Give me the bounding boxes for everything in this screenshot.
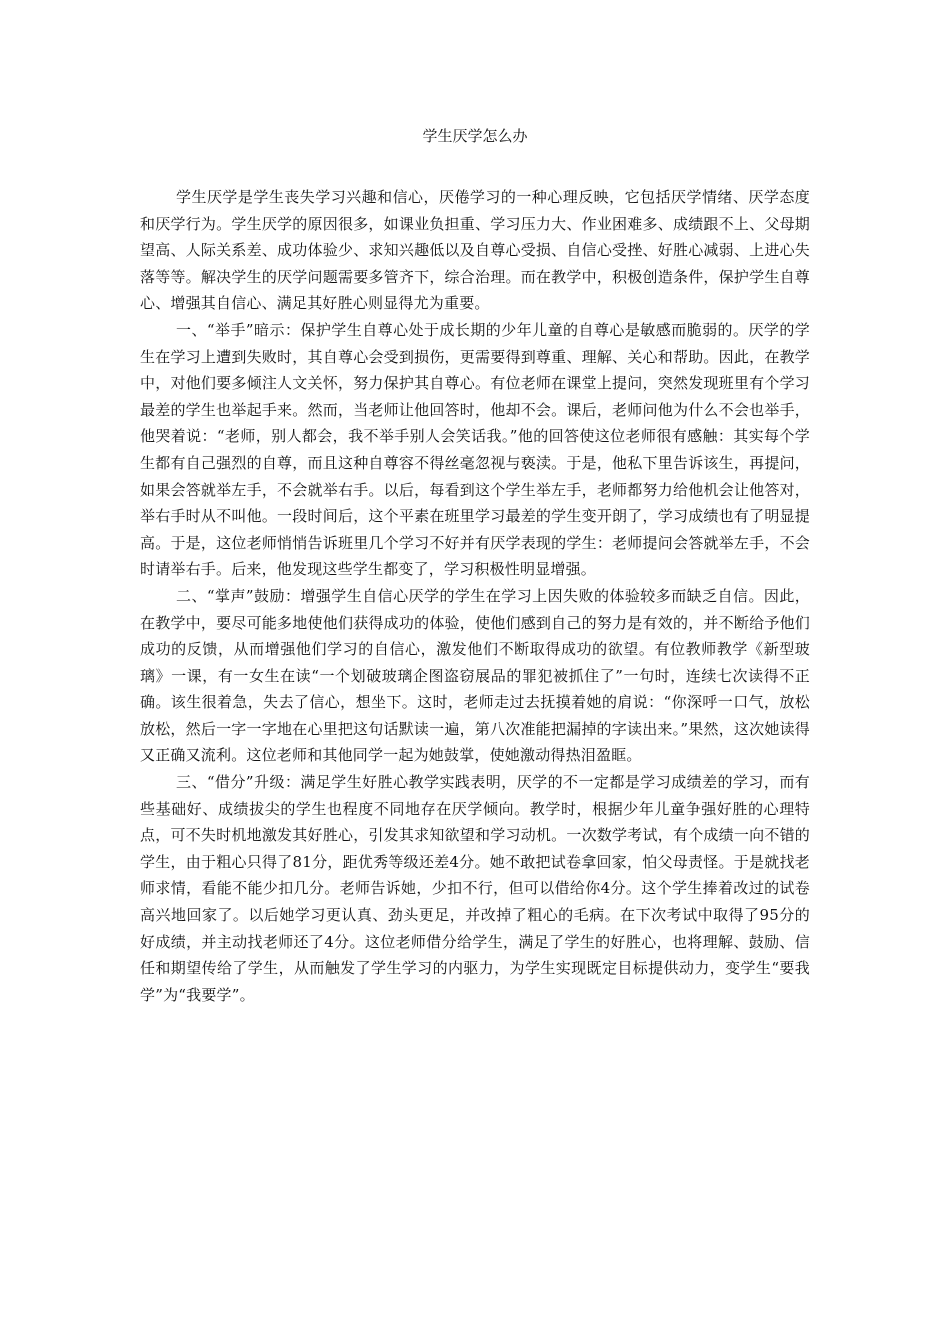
section-one-paragraph: 一、“举手”暗示：保护学生自尊心处于成长期的少年儿童的自尊心是敏感而脆弱的。厌学的学生在学习上遭到失败时，其自尊心会受到损伤，更需要得到尊重、理解、关心和帮助。因此，在教学中，对他们要多倾注人文关怀，努力保护其自尊心。有位老师在课堂上提问，突然发现班里有个学习最差的学生也举起手来。然而，当老师让他回答时，他却不会。课后，老师问他为什么不会也举手，他哭着说：“老师，别人都会，我不举手别人会笑话我。”他的回答使这位老师很有感触：其实每个学生都有自己强烈的自尊，而且这种自尊容不得丝毫忽视与亵渎。于是，他私下里告诉该生，再提问，如果会答就举左手，不会就举右手。以后，每看到这个学生举左手，老师都努力给他机会让他答对，举右手时从不叫他。一段时间后，这个平素在班里学习最差的学生变开朗了，学习成绩也有了明显提高。于是，这位老师悄悄告诉班里几个学习不好并有厌学表现的学生：老师提问会答就举左手，不会时请举右手。后来，他发现这些学生都变了，学习积极性明显增强。 — [140, 320, 810, 579]
intro-paragraph: 学生厌学是学生丧失学习兴趣和信心，厌倦学习的一种心理反映，它包括厌学情绪、厌学态度和厌学行为。学生厌学的原因很多，如课业负担重、学习压力大、作业困难多、成绩跟不上、父母期望高、人际关系差、成功体验少、求知兴趣低以及自尊心受损、自信心受挫、好胜心减弱、上进心失落等等。解决学生的厌学问题需要多管齐下，综合治理。而在教学中，积极创造条件，保护学生自尊心、增强其自信心、满足其好胜心则显得尤为重要。 — [140, 188, 810, 313]
document-body — [140, 184, 810, 1008]
section-three-paragraph: 三、“借分”升级：满足学生好胜心教学实践表明，厌学的不一定都是学习成绩差的学习，而有些基础好、成绩拔尖的学生也程度不同地存在厌学倾向。教学时，根据少年儿童争强好胜的心理特点，可不失时机地激发其好胜心，引发其求知欲望和学习动机。一次数学考试，有个成绩一向不错的学生，由于粗心只得了81分，距优秀等级还差4分。她不敢把试卷拿回家，怕父母责怪。于是就找老师求情，看能不能少扣几分。老师告诉她，少扣不行，但可以借给你4分。这个学生捧着改过的试卷高兴地回家了。以后她学习更认真、劲头更足，并改掉了粗心的毛病。在下次考试中取得了95分的好成绩，并主动找老师还了4分。这位老师借分给学生，满足了学生的好胜心，也将理解、鼓励、信任和期望传给了学生，从而触发了学生学习的内驱力，为学生实现既定目标提供动力，变学生“要我学”为“我要学”。 — [140, 773, 810, 1004]
document-title: 学生厌学怎么办 — [422, 127, 528, 145]
section-two-paragraph: 二、“掌声”鼓励：增强学生自信心厌学的学生在学习上因失败的体验较多而缺乏自信。因此，在教学中，要尽可能多地使他们获得成功的体验，使他们感到自己的努力是有效的，并不断给予他们成功的反馈，从而增强他们学习的自信心，激发他们不断取得成功的欲望。有位教师教学《新型玻璃》一课，有一女生在读“一个划破玻璃企图盗窃展品的罪犯被抓住了”一句时，连续七次读得不正确。该生很着急，失去了信心，想坐下。这时，老师走过去抚摸着她的肩说：“你深呼一口气，放松放松，然后一字一字地在心里把这句话默读一遍，第八次准能把漏掉的字读出来。”果然，这次她读得又正确又流利。这位老师和其他同学一起为她鼓掌，使她激动得热泪盈眶。 — [140, 586, 810, 765]
